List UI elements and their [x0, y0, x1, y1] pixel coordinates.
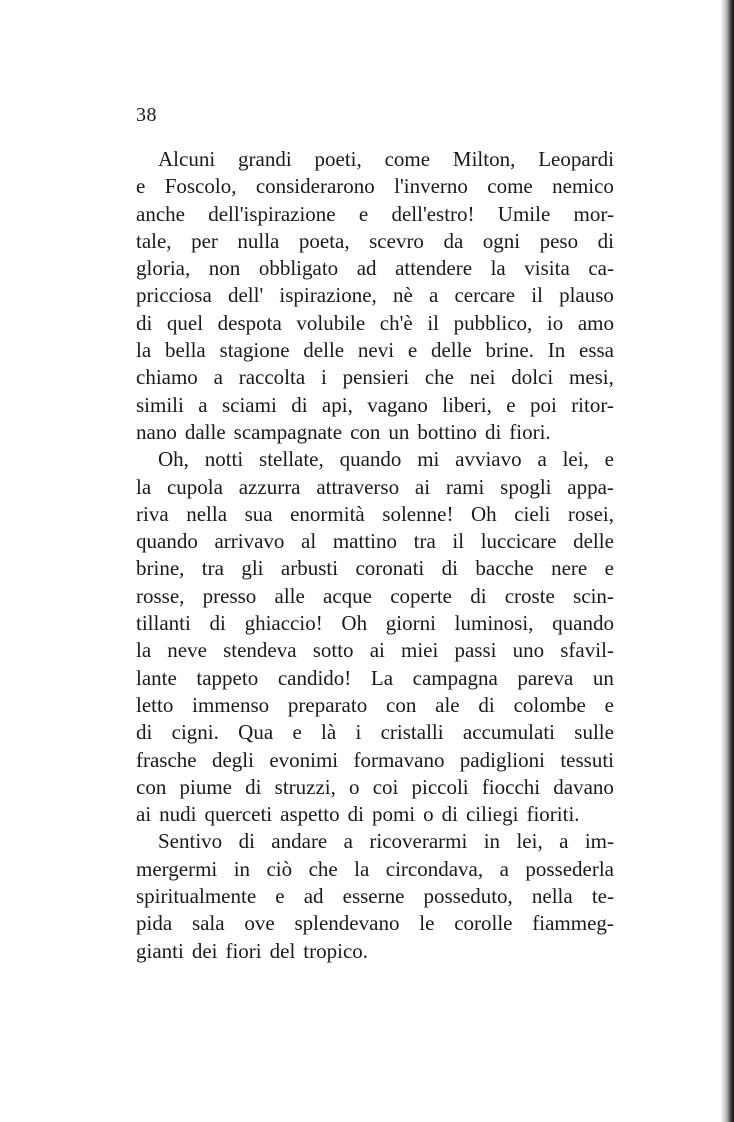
- word: a: [343, 829, 353, 854]
- word: stendeva: [223, 638, 297, 663]
- word: la: [136, 338, 152, 363]
- word: delle: [573, 529, 614, 554]
- word: le: [419, 911, 435, 936]
- text-line: [136, 528, 614, 555]
- word: pareva: [517, 665, 574, 690]
- word: posseduto,: [423, 884, 513, 909]
- word: pubblico,: [453, 310, 533, 335]
- word: l'inverno: [394, 174, 468, 199]
- word: ad: [356, 256, 377, 281]
- word: in: [233, 856, 251, 881]
- word: per: [191, 228, 218, 253]
- word: Umile: [497, 201, 551, 226]
- word: In: [547, 338, 566, 363]
- word: colombe: [513, 692, 586, 717]
- word: che: [308, 856, 338, 881]
- body-text: [136, 146, 614, 965]
- text-line: [136, 692, 614, 719]
- word: tillanti: [136, 611, 191, 636]
- word: attraverso: [316, 474, 400, 499]
- word: come: [487, 174, 533, 199]
- word: di: [136, 720, 153, 745]
- word: te-: [591, 884, 614, 909]
- word: ch'è: [379, 310, 413, 335]
- word: tropico.: [303, 938, 369, 963]
- page-edge-shadow: [720, 0, 734, 1122]
- word: vagano: [367, 392, 428, 417]
- word: nè: [392, 283, 413, 308]
- word: giorni: [385, 611, 436, 636]
- word: che: [424, 365, 454, 390]
- word: Foscolo,: [164, 174, 237, 199]
- word: presso: [202, 583, 257, 608]
- word: poi: [529, 392, 557, 417]
- word: da: [443, 228, 464, 253]
- word: miei: [401, 638, 439, 663]
- text-line: [136, 719, 614, 746]
- word: spiritualmente: [136, 884, 257, 909]
- word: dei: [191, 938, 218, 963]
- text-line: [136, 910, 614, 937]
- word: Oh: [471, 501, 497, 526]
- word: alle: [274, 583, 305, 608]
- word: aspetto: [280, 802, 340, 827]
- word: quando: [339, 447, 402, 472]
- text-line: [136, 801, 614, 828]
- word: stagione: [219, 338, 290, 363]
- word: croste: [504, 583, 555, 608]
- word: ove: [244, 911, 275, 936]
- word: amo: [577, 310, 614, 335]
- word: dolci: [511, 365, 554, 390]
- word: letto: [136, 692, 174, 717]
- word: uno: [512, 638, 545, 663]
- word: possederla: [525, 856, 614, 881]
- text-line: [136, 364, 614, 391]
- text-line: [136, 310, 614, 337]
- word: nano: [136, 419, 177, 444]
- word: simili: [136, 392, 184, 417]
- word: coronati: [355, 556, 425, 581]
- word: a: [537, 447, 547, 472]
- word: despota: [217, 310, 282, 335]
- word: ca-: [588, 256, 614, 281]
- word: di: [470, 583, 487, 608]
- word: avviavo: [455, 447, 522, 472]
- word: sua: [244, 501, 273, 526]
- word: sala: [191, 911, 225, 936]
- word: padiglioni: [459, 747, 545, 772]
- word: dell'estro!: [391, 201, 475, 226]
- word: e: [292, 720, 302, 745]
- word: con: [350, 419, 381, 444]
- word: passi: [454, 638, 497, 663]
- word: di: [347, 802, 364, 827]
- word: bella: [164, 338, 206, 363]
- word: degli: [211, 747, 254, 772]
- word: sulle: [574, 720, 614, 745]
- word: pida: [136, 911, 173, 936]
- text-line: [136, 501, 614, 528]
- word: tra: [201, 556, 224, 581]
- word: nere: [551, 556, 588, 581]
- word: visita: [524, 256, 570, 281]
- word: candido!: [277, 665, 352, 690]
- word: fiori: [225, 938, 262, 963]
- word: nudi: [159, 802, 197, 827]
- word: raccolta: [238, 365, 306, 390]
- word: nemico: [552, 174, 614, 199]
- word: arrivavo: [214, 529, 285, 554]
- word: accumulati: [462, 720, 555, 745]
- word: con: [386, 692, 417, 717]
- word: non: [208, 256, 241, 281]
- word: io: [546, 310, 564, 335]
- word: neve: [167, 638, 207, 663]
- word: essa: [579, 338, 614, 363]
- word: poeta,: [298, 228, 350, 253]
- word: la: [490, 256, 506, 281]
- word: piccoli: [411, 774, 469, 799]
- word: ogni: [482, 228, 521, 253]
- word: a: [198, 392, 208, 417]
- word: e: [604, 692, 614, 717]
- text-line: [136, 883, 614, 910]
- word: cupola: [166, 474, 223, 499]
- word: cigni.: [171, 720, 219, 745]
- word: e: [604, 556, 614, 581]
- word: ai: [414, 474, 431, 499]
- word: di: [441, 556, 458, 581]
- word: a: [428, 283, 439, 308]
- word: ai: [369, 638, 385, 663]
- word: api,: [321, 392, 353, 417]
- word: Qua: [238, 720, 274, 745]
- word: ciliegi: [465, 802, 519, 827]
- word: un: [388, 419, 410, 444]
- word: mergermi: [136, 856, 218, 881]
- word: di: [441, 802, 458, 827]
- word: a: [499, 856, 509, 881]
- text-line: [136, 665, 614, 692]
- word: scampagnate: [233, 419, 343, 444]
- word: evonimi: [269, 747, 339, 772]
- word: rosei,: [567, 501, 614, 526]
- text-line: [136, 173, 614, 200]
- word: di: [245, 774, 262, 799]
- word: plauso: [559, 283, 614, 308]
- word: la: [354, 856, 370, 881]
- word: appa-: [567, 474, 614, 499]
- word: enormità: [290, 501, 365, 526]
- word: ghiaccio!: [244, 611, 323, 636]
- word: o: [349, 774, 360, 799]
- word: pricciosa: [136, 283, 212, 308]
- word: ispirazione,: [279, 283, 377, 308]
- word: Oh,: [158, 447, 189, 472]
- word: e: [506, 392, 516, 417]
- word: arbusti: [280, 556, 339, 581]
- word: lante: [136, 665, 177, 690]
- word: mattino: [332, 529, 397, 554]
- word: nei: [469, 365, 496, 390]
- word: tessuti: [560, 747, 614, 772]
- word: preparato: [287, 692, 368, 717]
- word: dell'ispirazione: [208, 201, 336, 226]
- word: brine.: [485, 338, 534, 363]
- word: Leopardi: [538, 147, 614, 171]
- word: gli: [241, 556, 264, 581]
- word: considerarono: [255, 174, 375, 199]
- word: anche: [136, 201, 185, 226]
- word: struzzi,: [274, 774, 336, 799]
- word: circondava,: [385, 856, 484, 881]
- word: il: [531, 283, 543, 308]
- text-line: [136, 201, 614, 228]
- word: scevro: [369, 228, 424, 253]
- text-line: [136, 228, 614, 255]
- word: di: [238, 829, 255, 854]
- word: e: [407, 338, 418, 363]
- word: ricoverarmi: [369, 829, 468, 854]
- word: fiori.: [509, 419, 551, 444]
- word: del: [269, 938, 296, 963]
- word: e: [604, 447, 614, 472]
- word: il: [427, 310, 439, 335]
- word: delle: [303, 338, 345, 363]
- word: di: [484, 419, 502, 444]
- word: ad: [303, 884, 324, 909]
- word: frasche: [136, 747, 197, 772]
- word: dalle: [184, 419, 226, 444]
- text-line: [136, 474, 614, 501]
- word: con: [136, 774, 167, 799]
- word: notti: [204, 447, 244, 472]
- word: poeti,: [314, 147, 362, 171]
- word: cercare: [454, 283, 516, 308]
- word: brine,: [136, 556, 185, 581]
- word: La: [370, 665, 394, 690]
- word: gloria,: [136, 256, 191, 281]
- word: di: [597, 228, 614, 253]
- word: Alcuni: [158, 147, 216, 171]
- word: splendevano: [294, 911, 400, 936]
- word: a: [559, 829, 569, 854]
- word: riva: [136, 501, 169, 526]
- word: sciami: [221, 392, 277, 417]
- word: lei,: [562, 447, 589, 472]
- word: al: [301, 529, 317, 554]
- word: rosse,: [136, 583, 185, 608]
- word: mesi,: [568, 365, 614, 390]
- word: ciò: [266, 856, 293, 881]
- word: acque: [323, 583, 372, 608]
- word: corolle: [454, 911, 513, 936]
- word: tale,: [136, 228, 172, 253]
- text-line: [136, 747, 614, 774]
- text-line: [136, 282, 614, 309]
- word: andare: [271, 829, 328, 854]
- word: im-: [584, 829, 614, 854]
- word: fiocchi: [481, 774, 541, 799]
- word: chiamo: [136, 365, 198, 390]
- word: mi: [417, 447, 440, 472]
- word: nulla: [237, 228, 280, 253]
- text-line: [136, 555, 614, 582]
- word: di: [209, 611, 226, 636]
- word: quando: [552, 611, 614, 636]
- word: un: [592, 665, 614, 690]
- word: a: [213, 365, 223, 390]
- word: nella: [186, 501, 228, 526]
- text-line: [136, 828, 614, 855]
- word: luccicare: [480, 529, 557, 554]
- word: gianti: [136, 938, 184, 963]
- word: Milton,: [452, 147, 516, 171]
- text-line: [136, 938, 614, 965]
- word: solenne!: [382, 501, 454, 526]
- word: in: [483, 829, 501, 854]
- word: obbligato: [258, 256, 339, 281]
- word: mor-: [573, 201, 614, 226]
- word: di: [291, 392, 308, 417]
- word: di: [136, 310, 153, 335]
- word: quel: [166, 310, 204, 335]
- word: fioriti.: [526, 802, 580, 827]
- word: nella: [531, 884, 573, 909]
- text-line: [136, 774, 614, 801]
- word: liberi,: [442, 392, 492, 417]
- word: tappeto: [196, 665, 259, 690]
- word: pensieri: [342, 365, 410, 390]
- text-line: [136, 637, 614, 664]
- word: rami: [445, 474, 485, 499]
- word: ale: [435, 692, 460, 717]
- word: la: [136, 474, 152, 499]
- text-line: [136, 856, 614, 883]
- word: cieli: [514, 501, 551, 526]
- word: e: [275, 884, 285, 909]
- text-line: [136, 255, 614, 282]
- word: cristalli: [380, 720, 444, 745]
- word: il: [452, 529, 465, 554]
- word: peso: [539, 228, 579, 253]
- word: campagna: [412, 665, 498, 690]
- word: ritor-: [571, 392, 614, 417]
- word: sotto: [312, 638, 354, 663]
- word: esserne: [342, 884, 405, 909]
- word: la: [136, 638, 152, 663]
- text-line: [136, 392, 614, 419]
- word: bacche: [475, 556, 534, 581]
- text-line: [136, 146, 614, 173]
- word: bottino: [417, 419, 477, 444]
- word: sfavil-: [560, 638, 614, 663]
- text-line: [136, 583, 614, 610]
- text-line: [136, 337, 614, 364]
- word: di: [478, 692, 495, 717]
- word: i: [355, 720, 362, 745]
- word: volubile: [296, 310, 366, 335]
- word: nevi: [357, 338, 395, 363]
- word: lei,: [516, 829, 543, 854]
- word: o: [423, 802, 434, 827]
- word: davano: [553, 774, 614, 799]
- page-number: 38: [136, 104, 157, 126]
- word: attendere: [395, 256, 473, 281]
- word: ai: [136, 802, 152, 827]
- word: là: [321, 720, 337, 745]
- text-line: [136, 419, 614, 446]
- word: pomi: [371, 802, 416, 827]
- word: scin-: [573, 583, 614, 608]
- word: fiammeg-: [532, 911, 614, 936]
- word: spogli: [500, 474, 552, 499]
- word: i: [320, 365, 327, 390]
- word: coperte: [390, 583, 452, 608]
- word: tra: [413, 529, 436, 554]
- word: luminosi,: [454, 611, 534, 636]
- word: delle: [430, 338, 472, 363]
- word: formavano: [353, 747, 445, 772]
- word: piume: [179, 774, 232, 799]
- word: Sentivo: [158, 829, 223, 854]
- word: e: [358, 201, 369, 226]
- word: Oh: [341, 611, 368, 636]
- word: coi: [372, 774, 399, 799]
- word: stellate,: [259, 447, 324, 472]
- word: dell': [227, 283, 264, 308]
- word: immenso: [192, 692, 270, 717]
- text-line: [136, 610, 614, 637]
- word: come: [384, 147, 431, 171]
- word: e: [136, 174, 146, 199]
- word: quando: [136, 529, 198, 554]
- text-line: [136, 446, 614, 473]
- word: querceti: [204, 802, 273, 827]
- word: grandi: [238, 147, 292, 171]
- word: azzurra: [238, 474, 301, 499]
